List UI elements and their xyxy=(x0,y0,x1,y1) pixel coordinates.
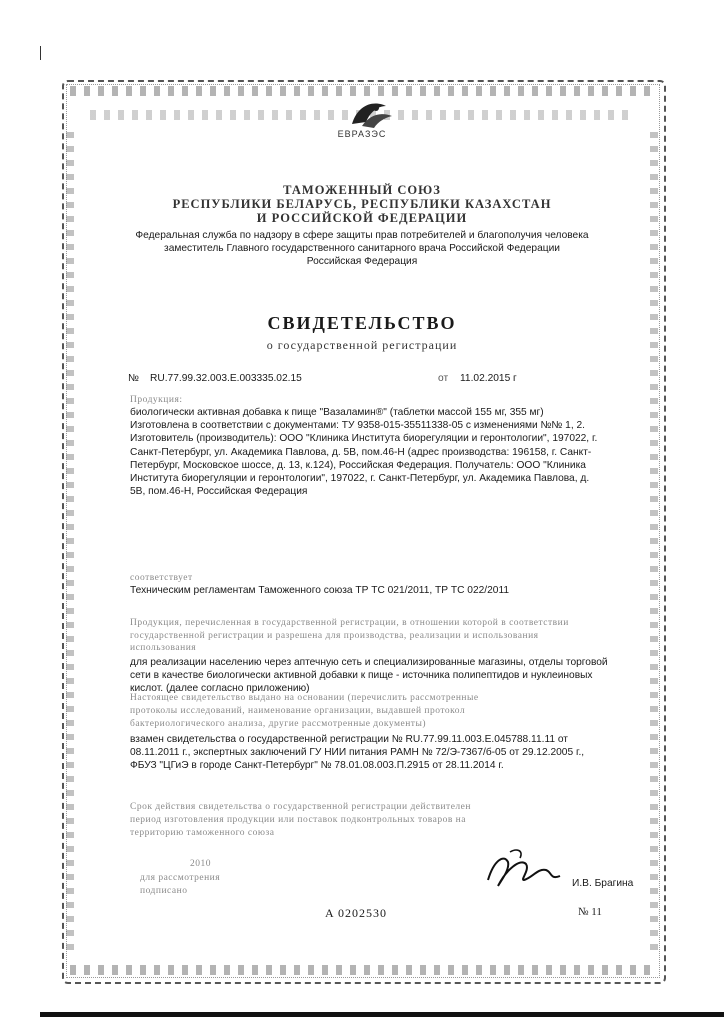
scope-faint-5: протоколы исследований, наименование организации, выдавшей протокол xyxy=(130,706,466,716)
number-prefix: № xyxy=(128,373,139,384)
handwritten-signature xyxy=(480,840,570,895)
certificate-title: СВИДЕТЕЛЬСТВО xyxy=(267,313,457,333)
bottom-ornament xyxy=(70,965,650,975)
product-line: 5В, пом.46-Н, Российская Федерация xyxy=(130,486,308,498)
signatory-name: И.В. Брагина xyxy=(572,878,634,889)
authority-line-3: Российская Федерация xyxy=(306,256,418,267)
footer-faint-3: территорию таможенного союза xyxy=(130,828,275,838)
scope-block xyxy=(130,656,655,696)
footer-faint-5: для рассмотрения xyxy=(140,873,221,883)
product-line: биологически активная добавка к пище "Вазаламин®" (таблетки массой 155 мг, 355 мг) xyxy=(130,407,544,418)
serial-number: A 0202530 xyxy=(325,906,388,920)
footer-faint-2: период изготовления продукции или поставок подконтрольных товаров на xyxy=(130,815,466,825)
replacement-line: взамен свидетельства о государственной регистрации № RU.77.99.11.003.Е.045788.11.11 от xyxy=(130,734,568,745)
compliance-label: соответствует xyxy=(130,573,193,583)
replacement-block xyxy=(130,733,655,773)
product-line: Изготовитель (производитель): ООО "Клиника Института биорегуляции и геронтологии", 197022, г. xyxy=(130,433,598,445)
scan-edge-bar xyxy=(40,1012,724,1017)
date-prefix: от xyxy=(438,373,449,384)
top-ornament xyxy=(70,86,650,96)
authority-line-2: заместитель Главного государственного санитарного врача Российской Федерации xyxy=(164,243,560,254)
scope-line: для реализации населению через аптечную сеть и специализированные магазины, отделы торговой xyxy=(130,657,608,668)
certificate-number: RU.77.99.32.003.Е.003335.02.15 xyxy=(150,373,302,384)
corner-mark xyxy=(40,46,46,60)
scope-line: кислот. (далее согласно приложению) xyxy=(130,683,310,695)
authority-line-1: Федеральная служба по надзору в сфере защиты прав потребителей и благополучия человека xyxy=(135,230,589,241)
header-line-3: И РОССИЙСКОЙ ФЕДЕРАЦИИ xyxy=(256,211,468,225)
replacement-line: ФБУЗ "ЦГиЭ в городе Санкт-Петербург" № 78.01.08.003.П.2915 от 28.11.2014 г. xyxy=(130,760,504,772)
product-label: Продукция: xyxy=(130,395,183,405)
scope-faint-6: бактериологического анализа, другие рассмотренные документы) xyxy=(130,719,426,729)
product-line: Изготовлена в соответствии с документами: ТУ 9358-015-35511338-05 с изменениями №№ 1, 2. xyxy=(130,420,586,432)
replacement-line: 08.11.2011 г., экспертных заключений ГУ НИИ питания РАМН № 72/Э-7367/б-05 от 29.12.2005 г., xyxy=(130,747,585,759)
header-line-1: ТАМОЖЕННЫЙ СОЮЗ xyxy=(283,183,441,197)
product-line: Института биорегуляции и геронтологии", 197022, г. Санкт-Петербург, ул. Академика Павлова, д. xyxy=(130,473,590,485)
certificate-date: 11.02.2015 г xyxy=(460,373,517,384)
certificate-subtitle: о государственной регистрации xyxy=(266,338,458,352)
emblem-label: ЕВРАЗЭС xyxy=(337,129,387,139)
scope-line: сети в качестве биологически активной добавки к пище - источника полипептидов и нуклеиновых xyxy=(130,670,593,682)
footer-faint-1: Срок действия свидетельства о государственной регистрации действителен xyxy=(130,802,471,812)
product-line: Петербург, Московское шоссе, д. 13, к.124), Российская Федерация. Получатель: ООО "Клиника xyxy=(130,459,586,471)
scope-faint-1: Продукция, перечисленная в государственной регистрации, в отношении которой в соответствии xyxy=(130,618,569,628)
footer-faint-4: 2010 xyxy=(190,859,211,869)
page-label: № 11 xyxy=(578,906,602,918)
product-block xyxy=(130,406,655,498)
signature-icon xyxy=(480,840,570,895)
scope-faint-2: государственной регистрации и разрешена для производства, реализации и использования xyxy=(130,631,539,641)
product-line: Санкт-Петербург, ул. Академика Павлова, д. 5В, пом.46-Н (адрес производства: 196158, г. Санкт- xyxy=(130,446,592,458)
scope-faint-4: Настоящее свидетельство выдано на основании (перечислить рассмотренные xyxy=(130,693,479,703)
scope-faint-3: использования xyxy=(130,643,197,653)
compliance-text: Техническим регламентам Таможенного союза ТР ТС 021/2011, ТР ТС 022/2011 xyxy=(130,585,510,596)
footer-faint-6: подписано xyxy=(140,886,188,896)
header-line-2: РЕСПУБЛИКИ БЕЛАРУСЬ, РЕСПУБЛИКИ КАЗАХСТАН xyxy=(172,197,552,211)
